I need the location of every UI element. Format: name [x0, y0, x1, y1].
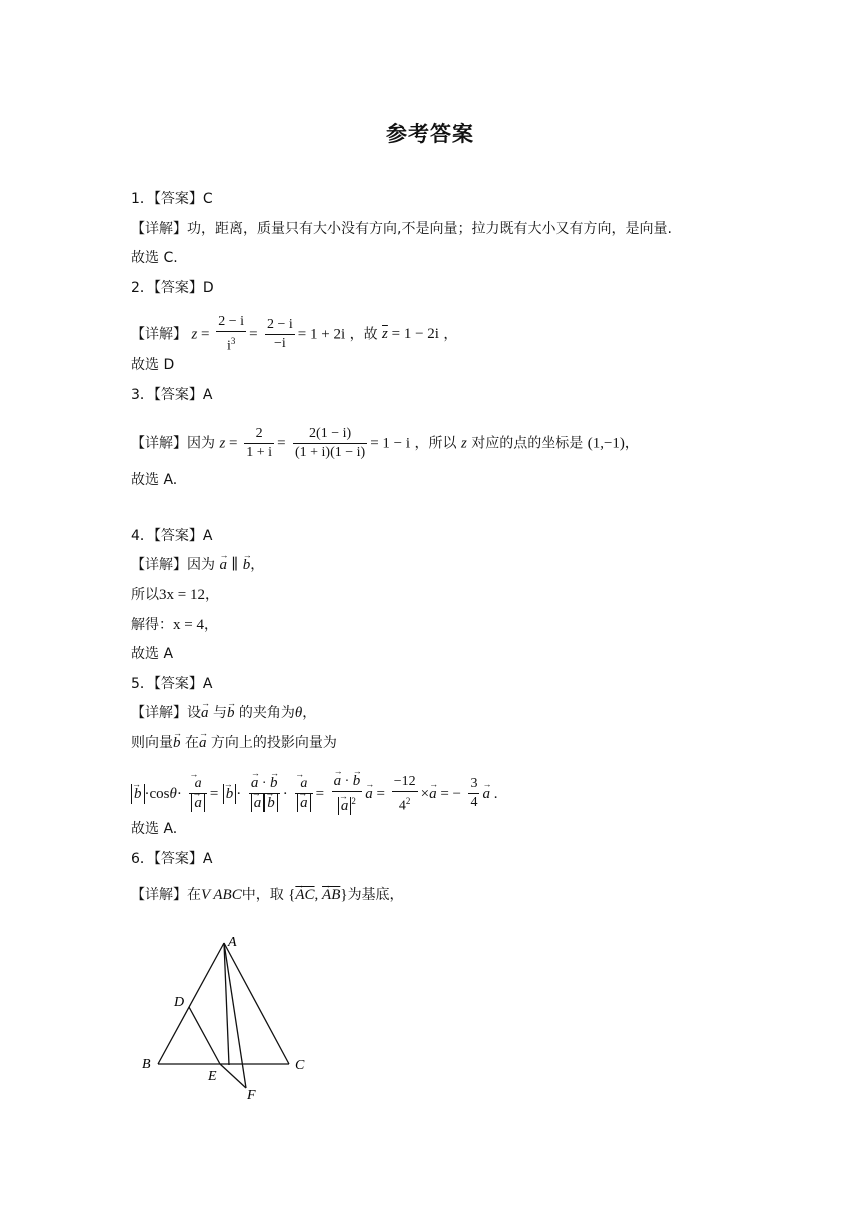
q3-coordinate: (1,−1) — [587, 435, 625, 452]
q6-detail: 【详解】在V ABC中，取 {→ $\overline{AC}$, → $\overline{AB}$}为基底， — [131, 885, 404, 905]
q4-detail-tail: ， — [250, 557, 265, 573]
q3-detail-mid: ，所以 — [414, 435, 457, 452]
q4-step2-label: 解得： — [131, 617, 173, 633]
q2-detail-tail: ， — [443, 326, 458, 343]
q2-detail-mid: ，故 — [349, 326, 378, 343]
q2-conclusion: 故选 D — [131, 357, 175, 373]
q4-step1-label: 所以 — [131, 587, 159, 603]
label-C: C — [295, 1058, 305, 1073]
q4-detail-label: 【详解】因为 — [131, 557, 215, 573]
q1-answer: 1．【答案】C — [131, 191, 213, 207]
q1-conclusion: 故选 C. — [131, 250, 178, 266]
label-B: B — [142, 1057, 151, 1072]
q5-line2: 则向量→ b 在→ a 方向上的投影向量为 — [131, 733, 337, 753]
q5-detail-c: 的夹角为 — [238, 705, 295, 721]
q5-line2-b: 在 — [184, 735, 199, 751]
q3-detail-label: 【详解】因为 — [131, 435, 215, 452]
q4-step1: 所以3x = 12， — [131, 587, 219, 603]
q3-answer: 3．【答案】A — [131, 387, 213, 403]
q6-detail-b: 中，取 — [241, 887, 284, 903]
q6-detail-a: 【详解】在 — [131, 887, 201, 903]
edge-AB — [158, 943, 224, 1064]
label-E: E — [208, 1069, 217, 1084]
q3-detail-mid2: 对应的点的坐标是 — [471, 435, 584, 452]
q2-detail — [131, 313, 457, 356]
q4-answer: 4．【答案】A — [131, 528, 213, 544]
triangle-figure — [130, 925, 330, 1105]
q6-triangle: V ABC — [201, 887, 242, 903]
label-D: D — [174, 995, 185, 1010]
q3-conclusion: 故选 A. — [131, 472, 178, 488]
segment-DE — [189, 1007, 220, 1064]
q5-detail-a: 【详解】设 — [131, 705, 201, 721]
q4-conclusion: 故选 A — [131, 646, 174, 662]
q2-detail-label: 【详解】 — [131, 326, 187, 343]
q5-line2-c: 方向上的投影向量为 — [210, 735, 337, 751]
page-title: 参考答案 — [386, 122, 474, 146]
segment-EF — [220, 1064, 246, 1088]
q5-answer: 5．【答案】A — [131, 676, 213, 692]
q3-detail-tail: ， — [624, 435, 639, 452]
q5-formula: → b ·cosθ· → a → a = → b · → a · → b → a → b · → a → a = → a · → b → a $^2$ → a = $\frac{-12}{4^2}$ ×→ a = − $\frac{3}{4}$ → a . — [131, 772, 497, 816]
q3-formula: z = $\frac{2}{1 + i}$ = $\frac{2(1 - i)}{(1 + i)(1 - i)}$ = 1 − i — [219, 426, 411, 460]
label-F: F — [247, 1088, 256, 1103]
q4-step2-equation: x = 4 — [173, 617, 204, 633]
q6-detail-c: 为基底， — [347, 887, 404, 903]
q4-step2: 解得：x = 4， — [131, 617, 218, 633]
q4-parallel-symbol: ∥ — [231, 557, 239, 573]
q5-theta: θ — [294, 705, 303, 721]
q3-detail: 【详解】因为 z = $\frac{2}{1 + i}$ = $\frac{2(1 - i)}{(1 + i)(1 - i)}$ = 1 − i ，所以 z 对应的点的坐标是 (1,−1)， — [131, 426, 639, 460]
q2-formula: z = $\frac{2 - i}{i^3}$ = $\frac{2 - i}{-i}$ = 1 + 2i — [191, 314, 346, 354]
q4-detail: 【详解】因为 → a ∥ → b， — [131, 555, 264, 575]
q2-answer: 2．【答案】D — [131, 280, 214, 296]
q6-answer: 6．【答案】A — [131, 851, 213, 867]
q1-detail: 【详解】功，距离，质量只有大小没有方向,不是向量；拉力既有大小又有方向，是向量. — [131, 221, 672, 237]
q5-detail-b: 与 — [212, 705, 227, 721]
q5-conclusion: 故选 A. — [131, 821, 178, 837]
q5-detail: 【详解】设→ a 与→ b 的夹角为θ， — [131, 703, 316, 723]
q4-step1-equation: 3x = 12 — [159, 587, 205, 603]
q5-line2-a: 则向量 — [131, 735, 173, 751]
label-A: A — [228, 935, 237, 950]
q2-conjugate: $\overline{z} = 1 - 2i$ — [382, 326, 439, 343]
